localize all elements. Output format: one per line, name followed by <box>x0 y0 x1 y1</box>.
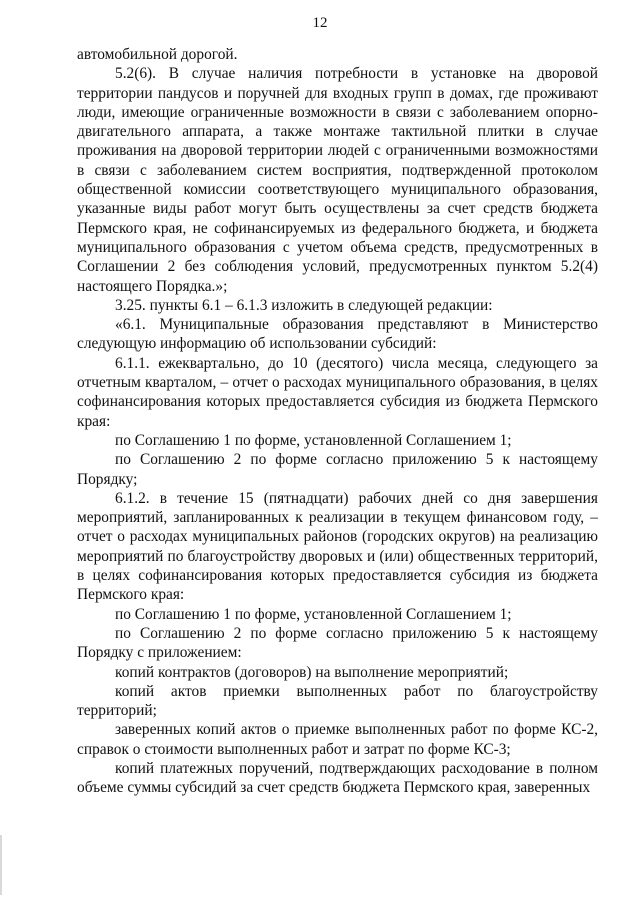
paragraph: 6.1.1. ежеквартально, до 10 (десятого) числа месяца, следующего за отчетным кварталом, – отчет о расходах муниципального образования, в целях софинансирования которых предоставляется субсидия из бюджета Пермского края: <box>77 354 598 430</box>
paragraph: копий платежных поручений, подтверждающих расходование в полном объеме суммы субсидий за счет средств бюджета Пермского края, заверенных <box>77 759 598 797</box>
paragraph: копий актов приемки выполненных работ по благоустройству территорий; <box>77 682 598 720</box>
paragraph: «6.1. Муниципальные образования представляют в Министерство следующую информацию об использовании субсидий: <box>77 316 598 353</box>
paragraph: по Соглашению 2 по форме согласно приложению 5 к настоящему Порядку; <box>77 451 598 488</box>
page-number: 12 <box>312 15 328 31</box>
paragraph: 6.1.2. в течение 15 (пятнадцати) рабочих дней со дня завершения мероприятий, запланированных к реализации в текущем финансовом году, – отчет о расходах муниципальных районов (городских округов) на реализацию мероприятий по благоустройству дворовых и (или) общественных территорий, в целях софинансирования которых предоставляется субсидия из бюджета Пермского края: <box>77 489 598 604</box>
paragraph: автомобильной дорогой. <box>77 46 238 63</box>
paragraph: по Соглашению 1 по форме, установленной Соглашением 1; <box>115 431 512 449</box>
paragraph: по Соглашению 2 по форме согласно приложению 5 к настоящему Порядку с приложением: <box>77 624 598 662</box>
paragraph: копий контрактов (договоров) на выполнение мероприятий; <box>115 663 509 681</box>
document-body <box>77 45 598 798</box>
scan-edge-mark <box>0 835 2 895</box>
paragraph: 5.2(6). В случае наличия потребности в установке на дворовой территории пандусов и поручней для входных групп в домах, где проживают люди, имеющие ограниченные возможности в связи с заболеванием опорно-двигательного аппарата, а также монтаже тактильной плитки в случае проживания на дворовой территории людей с ограниченными возможностями в связи с заболеванием систем восприятия, подтвержденной протоколом общественной комиссии соответствующего муниципального образования, указанные виды работ могут быть осуществлены за счет средств бюджета Пермского края, не софинансируемых из федерального бюджета, и бюджета муниципального образования с учетом объема средств, предусмотренных в Соглашении 2 без соблюдения условий, предусмотренных пунктом 5.2(4) настоящего Порядка.»; <box>77 65 598 295</box>
paragraph: 3.25. пункты 6.1 – 6.1.3 изложить в следующей редакции: <box>115 296 493 314</box>
paragraph: заверенных копий актов о приемке выполненных работ по форме КС-2, справок о стоимости выполненных работ и затрат по форме КС-3; <box>77 721 598 758</box>
paragraph: по Соглашению 1 по форме, установленной Соглашением 1; <box>115 605 512 623</box>
